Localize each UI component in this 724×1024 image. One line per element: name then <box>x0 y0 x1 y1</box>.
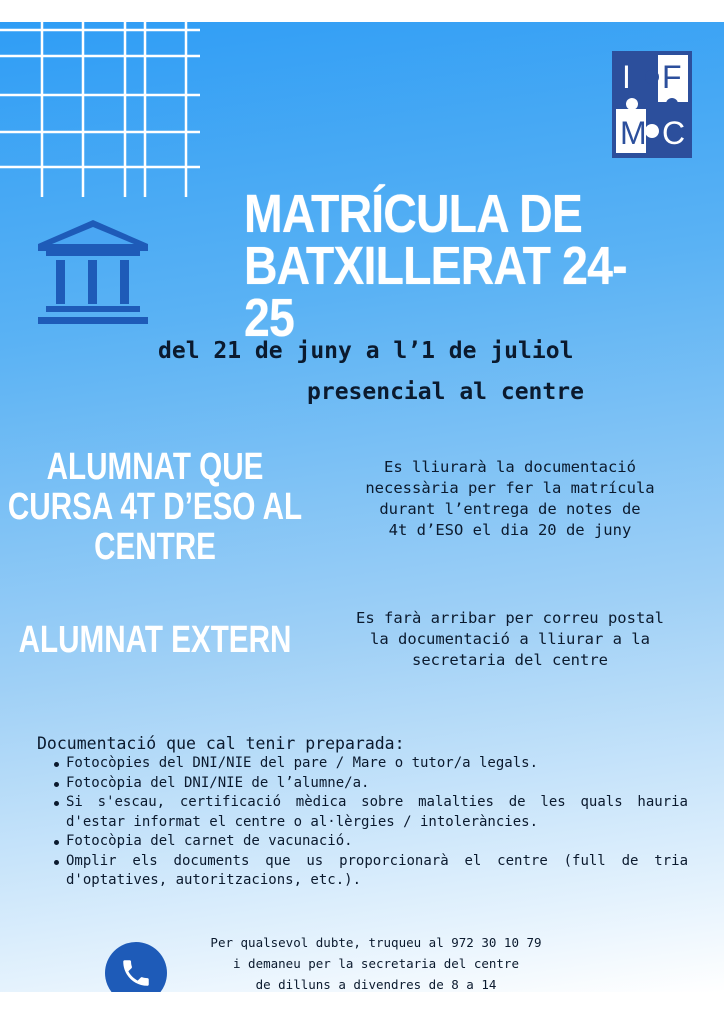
enrollment-mode: presencial al centre <box>307 379 584 405</box>
list-item: Fotocòpia del carnet de vacunació. <box>52 832 688 852</box>
section-text-external: Es farà arribar per correu postal la documentació a lliurar a la secretaria del centre <box>356 609 664 669</box>
logo-letter: F <box>662 59 682 95</box>
contact-info <box>186 932 566 992</box>
phone-icon <box>119 956 153 990</box>
logo-letter: I <box>622 59 631 95</box>
section-heading-external: ALUMNAT EXTERN <box>18 619 292 661</box>
contact-line: de dilluns a divendres de 8 a 14 <box>255 977 497 992</box>
phone-button <box>105 942 167 992</box>
bank-building-icon <box>36 218 150 326</box>
section-text-internal: Es lliurarà la documentació necessària per fer la matrícula durant l’entrega de notes de 4t d’ESO el dia 20 de juny <box>365 458 655 539</box>
contact-line: i demaneu per la secretaria del centre <box>233 956 519 971</box>
school-logo <box>612 51 692 158</box>
list-item: Si s'escau, certificació mèdica sobre malalties de les quals hauria d'estar informat el centre o al·lèrgies / intoleràncies. <box>52 793 688 832</box>
section-heading-internal: ALUMNAT QUE CURSA 4T D’ESO AL CENTRE <box>7 446 303 568</box>
list-item: Fotocòpies del DNI/NIE del pare / Mare o tutor/a legals. <box>52 754 688 774</box>
logo-letter: M <box>620 115 647 151</box>
documents-list <box>52 754 688 891</box>
title-line: BATXILLERAT 24-25 <box>244 236 627 348</box>
page-title <box>244 184 640 348</box>
decorative-grid <box>0 22 200 202</box>
logo-letter: C <box>662 115 686 151</box>
documents-title: Documentació que cal tenir preparada: <box>37 734 405 753</box>
list-item: Omplir els documents que us proporcionarà el centre (full de tria d'optatives, autoritzacions, etc.). <box>52 852 688 891</box>
title-line: MATRÍCULA DE <box>244 184 582 244</box>
poster <box>0 22 724 992</box>
enrollment-dates: del 21 de juny a l’1 de juliol <box>158 338 574 364</box>
list-item: Fotocòpia del DNI/NIE de l’alumne/a. <box>52 774 688 794</box>
contact-line: Per qualsevol dubte, truqueu al 972 30 10 79 <box>210 935 542 950</box>
